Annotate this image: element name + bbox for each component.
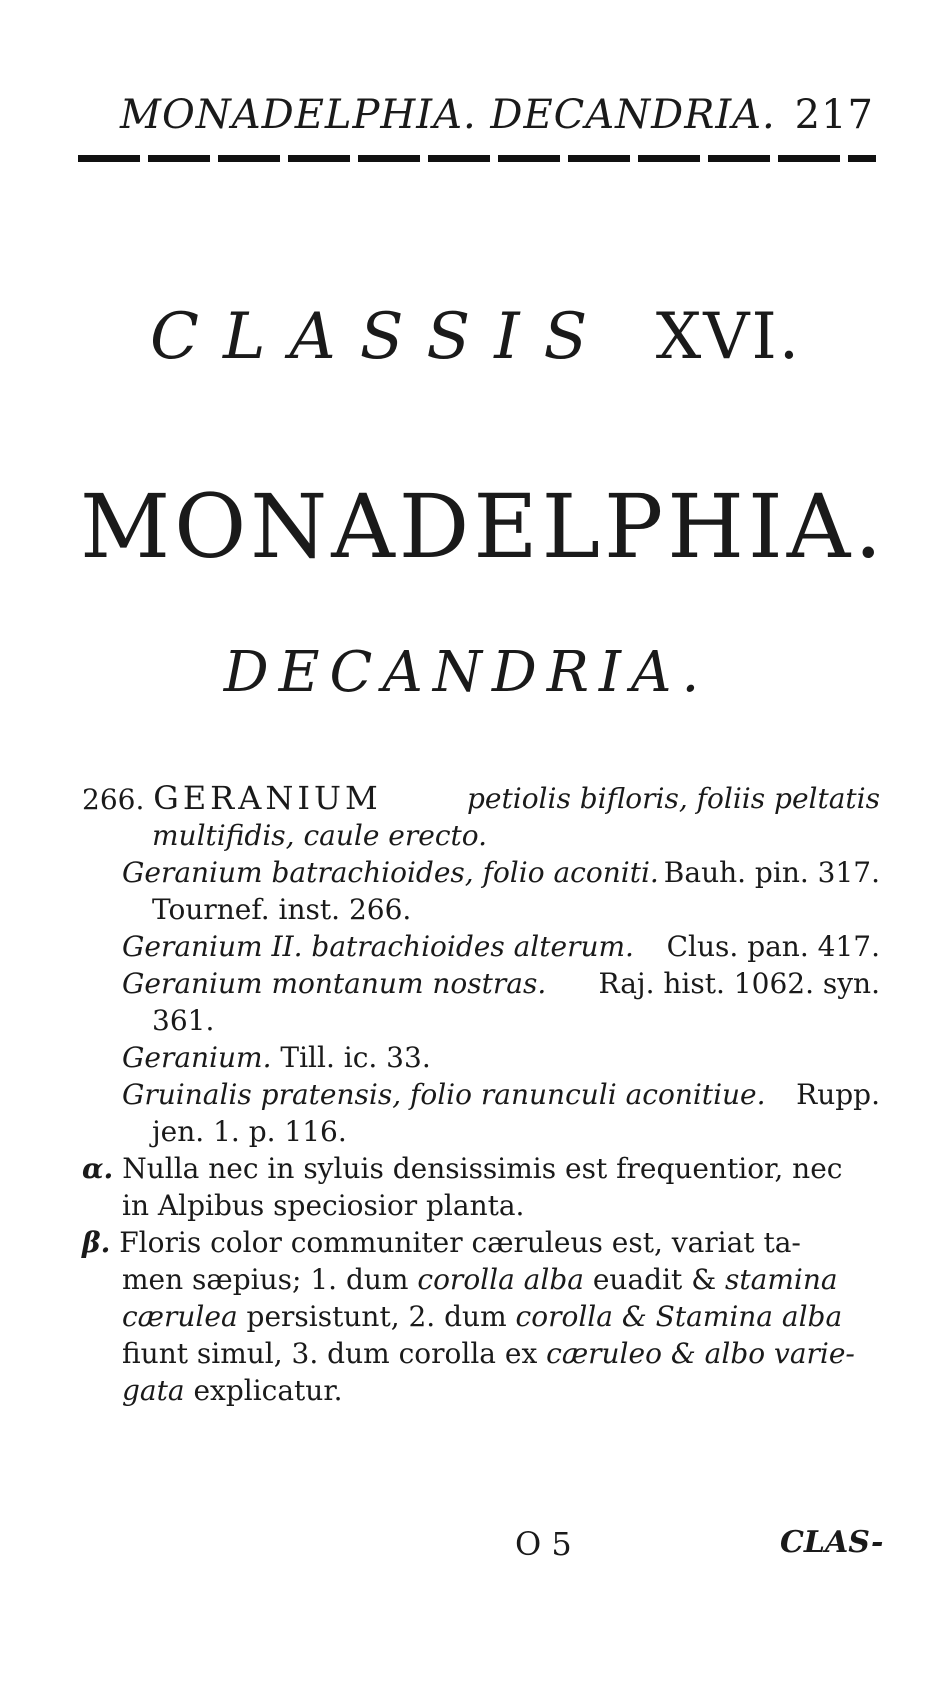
note-italic: stamina <box>725 1263 838 1296</box>
note-beta-line-2 <box>82 1261 880 1298</box>
synonym-4 <box>82 1039 880 1076</box>
entry-head <box>82 780 382 817</box>
order-title: DECANDRIA. <box>223 640 710 705</box>
note-beta <box>82 1224 880 1261</box>
note-italic: cærulea <box>122 1300 238 1333</box>
synonym-3-continued: 361. <box>152 1004 215 1037</box>
alpha-marker: α. <box>82 1152 114 1185</box>
note-beta-line-3 <box>82 1298 880 1335</box>
synonym-5-continued: jen. 1. p. 116. <box>152 1115 347 1148</box>
header-rule <box>78 155 876 162</box>
page-number: 217 <box>794 92 874 138</box>
note-italic: cæruleo & albo varie- <box>546 1337 855 1370</box>
species-entry <box>82 780 880 1409</box>
running-head-title: MONADELPHIA. DECANDRIA. <box>120 92 776 138</box>
note-beta-line-5 <box>82 1372 880 1409</box>
diagnosis-continued: multifidis, caule erecto. <box>152 819 488 852</box>
synonym-name: Geranium batrachioides, folio aconiti. <box>122 856 659 889</box>
synonym-1-continued: Tournef. inst. 266. <box>152 893 412 926</box>
synonym-reference: Rupp. <box>796 1078 880 1111</box>
synonym-name: Gruinalis pratensis, folio ranunculi aconitiue. <box>122 1078 766 1111</box>
entry-number: 266. <box>82 783 145 816</box>
note-alpha-start <box>82 1150 842 1187</box>
class-label: CLASSIS <box>150 300 612 374</box>
genus-name: GERANIUM <box>153 779 382 817</box>
note-italic: gata <box>122 1374 185 1407</box>
synonym-reference: Bauh. pin. 317. <box>663 856 880 889</box>
synonym-reference: Clus. pan. 417. <box>666 930 880 963</box>
note-alpha-continued: in Alpibus speciosior planta. <box>122 1189 525 1222</box>
beta-marker: β. <box>82 1226 111 1259</box>
note-text: Nulla nec in syluis densissimis est frequentior, nec <box>122 1152 843 1185</box>
note-italic: corolla & Stamina alba <box>515 1300 843 1333</box>
entry-line-1 <box>82 780 880 817</box>
note-italic: corolla alba <box>417 1263 584 1296</box>
note-text: persistunt, 2. dum <box>246 1300 507 1333</box>
note-alpha <box>82 1150 880 1187</box>
synonym-2 <box>82 928 880 965</box>
synonym-name: Geranium II. batrachioides alterum. <box>122 930 634 963</box>
synonym-3 <box>82 965 880 1002</box>
synonym-5 <box>82 1076 880 1113</box>
note-text: fiunt simul, 3. dum corolla ex <box>122 1337 538 1370</box>
synonym-1 <box>82 854 880 891</box>
catchword: CLAS- <box>780 1525 884 1560</box>
signature-mark: O 5 <box>515 1525 572 1563</box>
note-beta-line-4 <box>82 1335 880 1372</box>
synonym-name: Geranium montanum nostras. <box>122 967 547 1000</box>
synonym-reference: Till. ic. 33. <box>280 1041 431 1074</box>
page-title: MONADELPHIA. <box>80 475 887 578</box>
diagnosis-text: petiolis bifloris, foliis peltatis <box>467 782 880 815</box>
running-head <box>120 92 880 138</box>
class-number: XVI. <box>655 300 802 374</box>
note-text: euadit & <box>592 1263 717 1296</box>
note-text: men sæpius; 1. dum <box>122 1263 409 1296</box>
synonym-name: Geranium. <box>122 1041 272 1074</box>
synonym-reference: Raj. hist. 1062. syn. <box>598 967 880 1000</box>
class-heading <box>150 300 801 374</box>
note-text: explicatur. <box>193 1374 343 1407</box>
note-text: Floris color communiter cæruleus est, variat ta- <box>119 1226 801 1259</box>
